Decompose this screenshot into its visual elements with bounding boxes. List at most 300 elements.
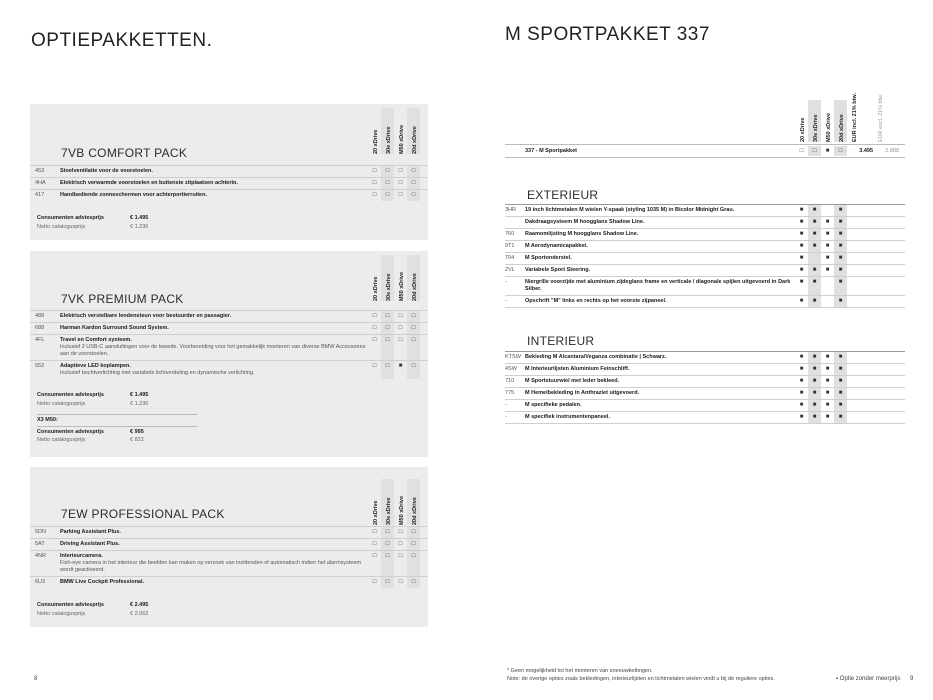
text-block [368,166,420,177]
availability-mark: □ [381,539,394,550]
text-block: 20d xDrive [412,273,418,301]
availability-mark: ■ [834,241,847,252]
option-code: 4SW [505,366,517,372]
availability-mark: ■ [825,231,830,237]
table-row [30,576,428,588]
text-block: 3.495 [859,148,873,154]
availability-mark: □ [398,541,403,547]
option-description [60,527,368,538]
text-block [795,241,847,252]
availability-mark: □ [407,577,420,588]
availability-mark: ■ [808,265,821,276]
text-block [795,364,847,375]
variant-column-header [834,100,847,142]
availability-mark: ■ [825,414,830,420]
text-block: € 2.495 [130,602,149,608]
text-block: * Geen mogelijkheid tot het monteren van sneeuwkettingen. [507,668,653,674]
text-block [368,190,420,201]
text-block [795,400,847,411]
option-code: 9T1 [505,243,515,249]
text-block: Consumenten adviesprijs [37,215,104,221]
availability-mark: ■ [834,229,847,240]
text-block [368,311,420,322]
variant-column-header [407,479,420,525]
variant-header [368,108,420,154]
availability-mark: □ [372,579,377,585]
availability-mark: ■ [799,298,804,304]
availability-mark: ■ [799,402,804,408]
option-description [60,539,368,550]
option-code: 2VL [505,267,515,273]
price-line [37,391,197,400]
text-block: € 995 [130,428,144,435]
text-block: Consumenten adviesprijs [37,392,104,398]
variant-column-header [368,479,381,525]
availability-mark: □ [407,166,420,177]
availability-mark [808,253,821,264]
text-block [795,376,847,387]
list-item [505,296,905,308]
availability-mark: ■ [834,205,847,216]
variant-column-header [381,255,394,301]
availability-mark: □ [381,577,394,588]
option-code: 5DN [35,529,47,535]
table-row [30,165,428,177]
text-block: Elektrisch verstelbare lendensteun voor bestuurder en passagier. [60,313,232,319]
pack-professional [30,467,428,627]
list-item [505,364,905,376]
option-description: 19 inch lichtmetalen M wielen Y-spaak (styling 1035 M) in Bicolor Midnight Grau. [525,207,735,213]
availability-mark: □ [372,553,377,559]
variant-column-header [368,255,381,301]
option-code: 417 [35,192,45,198]
availability-mark: ■ [808,229,821,240]
availability-mark: □ [381,551,394,576]
text-block [795,412,847,423]
availability-mark: ■ [808,296,821,307]
exterieur-list [505,204,905,308]
text-block: Netto catalogusprijs [37,610,86,617]
text-block: Netto catalogusprijs [37,223,86,230]
variant-header [368,255,420,301]
price-line [37,601,148,610]
text-block: Inclusief 2 USB-C aansluitingen voor de tweede. Voorbereiding voor het gemakkelijk monteren van diverse BMW Accessoires aan de voorstoelen. [60,344,366,357]
option-description [60,551,368,576]
availability-mark: ■ [825,219,830,225]
option-description: M Sportstuurwiel met leder bekleed. [525,378,620,384]
list-item [505,253,905,265]
availability-mark: ■ [834,265,847,276]
availability-mark: ■ [834,376,847,387]
availability-mark: ■ [834,352,847,363]
list-item [505,229,905,241]
text-block: € 2.062 [130,610,149,617]
availability-mark: □ [398,579,403,585]
availability-mark: □ [372,325,377,331]
option-code: 453 [35,168,45,174]
availability-mark: ■ [799,207,804,213]
table-row [30,310,428,322]
variant-column-header [873,93,899,142]
text-block: Inclusief bochtverlichting met variabele lichtverdeling en dynamische verlichting. [60,370,255,376]
availability-mark: ■ [834,217,847,228]
availability-mark: □ [407,311,420,322]
availability-mark: ■ [799,414,804,420]
availability-mark: ■ [799,279,804,285]
option-description: M Sportonderstel. [525,255,572,261]
availability-mark: ■ [825,366,830,372]
availability-mark: ■ [808,412,821,423]
text-block: Harman Kardon Surround Sound System. [60,325,169,331]
legend: ▪ Optie zonder meerprijs [836,676,901,682]
interieur-list [505,351,905,424]
availability-mark: □ [398,168,403,174]
footnotes [507,668,775,683]
text-block [795,388,847,399]
option-code: - [505,279,507,285]
text-block [368,551,420,576]
availability-mark: ■ [799,354,804,360]
option-description: M Interieurlijsten Aluminium Feinschliff. [525,366,630,372]
availability-mark: □ [407,190,420,201]
option-description: Raamomlijsting M hoogglans Shadow Line. [525,231,639,237]
text-block: M50 xDrive [826,112,832,142]
availability-mark: □ [808,146,821,156]
pack-title: 7VB COMFORT PACK [61,146,188,160]
text-block: 30e xDrive [386,126,392,154]
availability-mark: ■ [825,354,830,360]
text-block [368,361,420,379]
availability-mark: □ [398,192,403,198]
pack-rows [30,165,428,201]
availability-mark: □ [407,527,420,538]
pack-prices [37,391,197,445]
availability-mark: □ [372,313,377,319]
option-description: Variabele Sport Steering. [525,267,591,273]
availability-mark: ■ [825,402,830,408]
availability-mark: ■ [825,378,830,384]
pack-title: 7VK PREMIUM PACK [61,292,184,306]
table-row [30,538,428,550]
text-block: 337 - M Sportpakket [525,148,577,154]
text-block [37,414,197,415]
price-line [37,436,197,445]
text-block: Driving Assistant Plus. [60,541,120,547]
availability-mark: □ [381,361,394,379]
list-item [505,412,905,424]
option-code: - [505,414,507,420]
page-number-left: 8 [34,676,38,682]
text-block: 20d xDrive [412,126,418,154]
option-description: Dakdraagsysteem M hoogglans Shadow Line. [525,219,645,225]
availability-mark [821,205,834,216]
option-code: 688 [35,325,45,331]
availability-mark: ■ [799,390,804,396]
text-block [368,323,420,334]
availability-mark: ■ [799,267,804,273]
price-line [37,428,197,437]
text-block: 20d xDrive [412,497,418,525]
option-code: 704 [505,255,515,261]
text-block: Parking Assistant Plus. [60,529,121,535]
variant-column-header [394,479,407,525]
text-block [368,178,420,189]
availability-mark: □ [407,551,420,576]
availability-mark: ■ [834,400,847,411]
variant-column-header [394,255,407,301]
text-block: € 822 [130,437,144,443]
availability-mark: ■ [808,205,821,216]
availability-mark: □ [381,323,394,334]
availability-mark: □ [407,361,420,379]
text-block [795,277,847,295]
option-code: 488 [35,313,45,319]
text-block: Consumenten adviesprijs [37,428,104,435]
availability-mark [821,277,834,295]
availability-mark: □ [381,335,394,360]
option-description [60,166,368,177]
text-block [795,265,847,276]
price-line [37,223,148,232]
price-line [37,610,148,619]
text-block [795,229,847,240]
text-block: Netto catalogusprijs [37,400,86,407]
text-block [368,577,420,588]
text-block [795,205,847,216]
text-block: € 1.236 [130,223,149,230]
list-item [505,400,905,412]
text-block: 20 xDrive [800,117,806,142]
availability-mark: ■ [834,412,847,423]
option-description: M Hemelbekleding in Anthraziet uitgevoerd. [525,390,640,396]
table-row [30,360,428,379]
availability-mark: □ [381,190,394,201]
text-block: Elektrisch verwarmde voorstoelen en buitenste zitplaatsen achterin. [60,180,238,186]
availability-mark: □ [407,323,420,334]
table-row [30,322,428,334]
availability-mark: □ [372,529,377,535]
availability-mark: □ [398,529,403,535]
availability-mark: □ [381,527,394,538]
availability-mark: ■ [808,400,821,411]
variant-column-header [407,255,420,301]
option-description [60,361,368,379]
text-block: € 1.236 [130,400,149,407]
availability-mark: □ [372,337,377,343]
variant-column-header [407,108,420,154]
option-code: 775 [505,390,515,396]
variant-column-header [368,108,381,154]
availability-mark: ■ [825,148,830,154]
availability-mark: □ [381,166,394,177]
availability-mark: ■ [398,363,403,369]
option-code: 5AT [35,541,45,547]
m-sportpakket-section [505,92,905,660]
text-block: Fish-eye camera in het interieur die beelden kan maken op verzoek van inzittenden of automatisch indien het alarmsysteem wordt geactiveerd. [60,560,362,573]
package-row [505,144,905,158]
text-block: BMW Live Cockpit Professional. [60,579,145,585]
variant-column-header [821,100,834,142]
list-item [505,241,905,253]
availability-mark: □ [372,192,377,198]
availability-mark: □ [372,541,377,547]
availability-mark: □ [799,148,804,154]
availability-mark: ■ [834,277,847,295]
text-block [37,426,197,427]
availability-mark: ■ [825,255,830,261]
option-code: 6U3 [35,579,46,585]
text-block: € 1.495 [130,392,149,398]
list-item [505,217,905,229]
text-block: 30e xDrive [386,273,392,301]
pack-prices [37,601,148,618]
option-code: 552 [35,363,45,369]
availability-mark: ■ [799,231,804,237]
price-line [37,214,148,223]
list-item [505,205,905,217]
availability-mark: ■ [799,255,804,261]
availability-mark: □ [381,311,394,322]
option-description [60,323,368,334]
text-block [795,217,847,228]
table-row [30,550,428,576]
availability-mark: □ [407,178,420,189]
option-code: KTSW [505,354,521,360]
availability-mark: □ [398,313,403,319]
option-description [60,335,368,360]
option-code: - [505,298,507,304]
option-description [60,311,368,322]
availability-mark: ■ [808,388,821,399]
text-block: 20 xDrive [373,276,379,301]
variant-column-header [795,100,808,142]
text-block [368,335,420,360]
text-block [795,352,847,363]
text-block: 20 xDrive [373,500,379,525]
text-block: M50 xDrive [399,495,405,525]
option-code: 4NR [35,553,47,559]
option-code: - [505,402,507,408]
exterieur-title: EXTERIEUR [527,188,599,202]
availability-mark: □ [372,180,377,186]
availability-mark: ■ [808,376,821,387]
interieur-title: INTERIEUR [527,334,595,348]
list-item [505,265,905,277]
right-page-title: M SPORTPAKKET 337 [505,24,710,45]
text-block: Stoelventilatie voor de voorstoelen. [60,168,153,174]
availability-mark [821,296,834,307]
text-block: 20 xDrive [373,129,379,154]
text-block: 30e xDrive [386,497,392,525]
page-number-right: 9 [910,676,914,682]
availability-mark: ■ [799,378,804,384]
list-item [505,352,905,364]
list-item [505,388,905,400]
table-row [30,189,428,201]
option-code: 3HR [505,207,517,213]
option-description: M specifieke pedalen. [525,402,582,408]
text-block: Adaptieve LED koplampen. [60,363,131,369]
pack-prices [37,214,148,231]
list-item [505,277,905,296]
table-row [30,177,428,189]
table-row [30,526,428,538]
text-block [368,527,420,538]
price-line [37,400,197,409]
variant-column-header [394,108,407,154]
variant-column-header [808,100,821,142]
option-description: Opschrift "M" links en rechts op het voorste zijpaneel. [525,298,667,304]
availability-mark: ■ [808,277,821,295]
text-block: Travel en Comfort systeem. [60,337,132,343]
option-code: 4FL [35,337,45,343]
option-code [505,217,525,228]
pack-rows [30,310,428,379]
text-block: 20d xDrive [839,114,845,142]
text-block [795,296,847,307]
availability-mark: ■ [808,217,821,228]
option-description [60,178,368,189]
text-block: 30e xDrive [813,114,819,142]
m50-label: X3 M50: [37,417,58,423]
variant-column-header [381,479,394,525]
option-description [60,190,368,201]
availability-mark: □ [398,180,403,186]
availability-mark: ■ [808,352,821,363]
availability-mark: ■ [799,219,804,225]
text-block: M50 xDrive [399,271,405,301]
list-item [505,376,905,388]
availability-mark: □ [407,335,420,360]
option-description: M Aerodynamicapakket. [525,243,588,249]
availability-mark: ■ [825,243,830,249]
option-code: 4HA [35,180,46,186]
variant-column-header [847,92,873,142]
availability-mark: ■ [808,241,821,252]
availability-mark: ■ [799,366,804,372]
option-description [60,577,368,588]
left-page-title: OPTIEPAKKETTEN. [31,30,213,51]
availability-mark: ■ [825,267,830,273]
text-block: M50 xDrive [399,124,405,154]
availability-mark: ■ [799,243,804,249]
availability-mark: □ [372,363,377,369]
availability-mark: □ [381,178,394,189]
option-code: 710 [505,378,515,384]
availability-mark: □ [398,553,403,559]
availability-mark: □ [834,146,847,156]
table-row [30,334,428,360]
variant-column-header [381,108,394,154]
availability-mark: □ [407,539,420,550]
option-description: M specifiek instrumentenpaneel. [525,414,610,420]
option-description: Bekleding M Alcantara/Veganza combinatie | Schwarz. [525,354,667,360]
availability-mark: ■ [808,364,821,375]
variant-header-right [795,92,899,142]
availability-mark: ■ [834,253,847,264]
text-block: EUR incl. 21% btw. [852,92,858,142]
pack-title: 7EW PROFESSIONAL PACK [61,507,225,521]
text-block: Note: de overige opties zoals bekledingen, interieurlijsten en lichtmetalen wielen vindt u bij de reguliere opties. [507,675,775,682]
text-block: Consumenten adviesprijs [37,602,104,608]
availability-mark: ■ [834,388,847,399]
availability-mark: ■ [834,296,847,307]
text-block: 2.888 [885,148,899,154]
text-block [795,253,847,264]
pack-comfort [30,104,428,240]
pack-rows [30,526,428,588]
availability-mark: ■ [834,364,847,375]
